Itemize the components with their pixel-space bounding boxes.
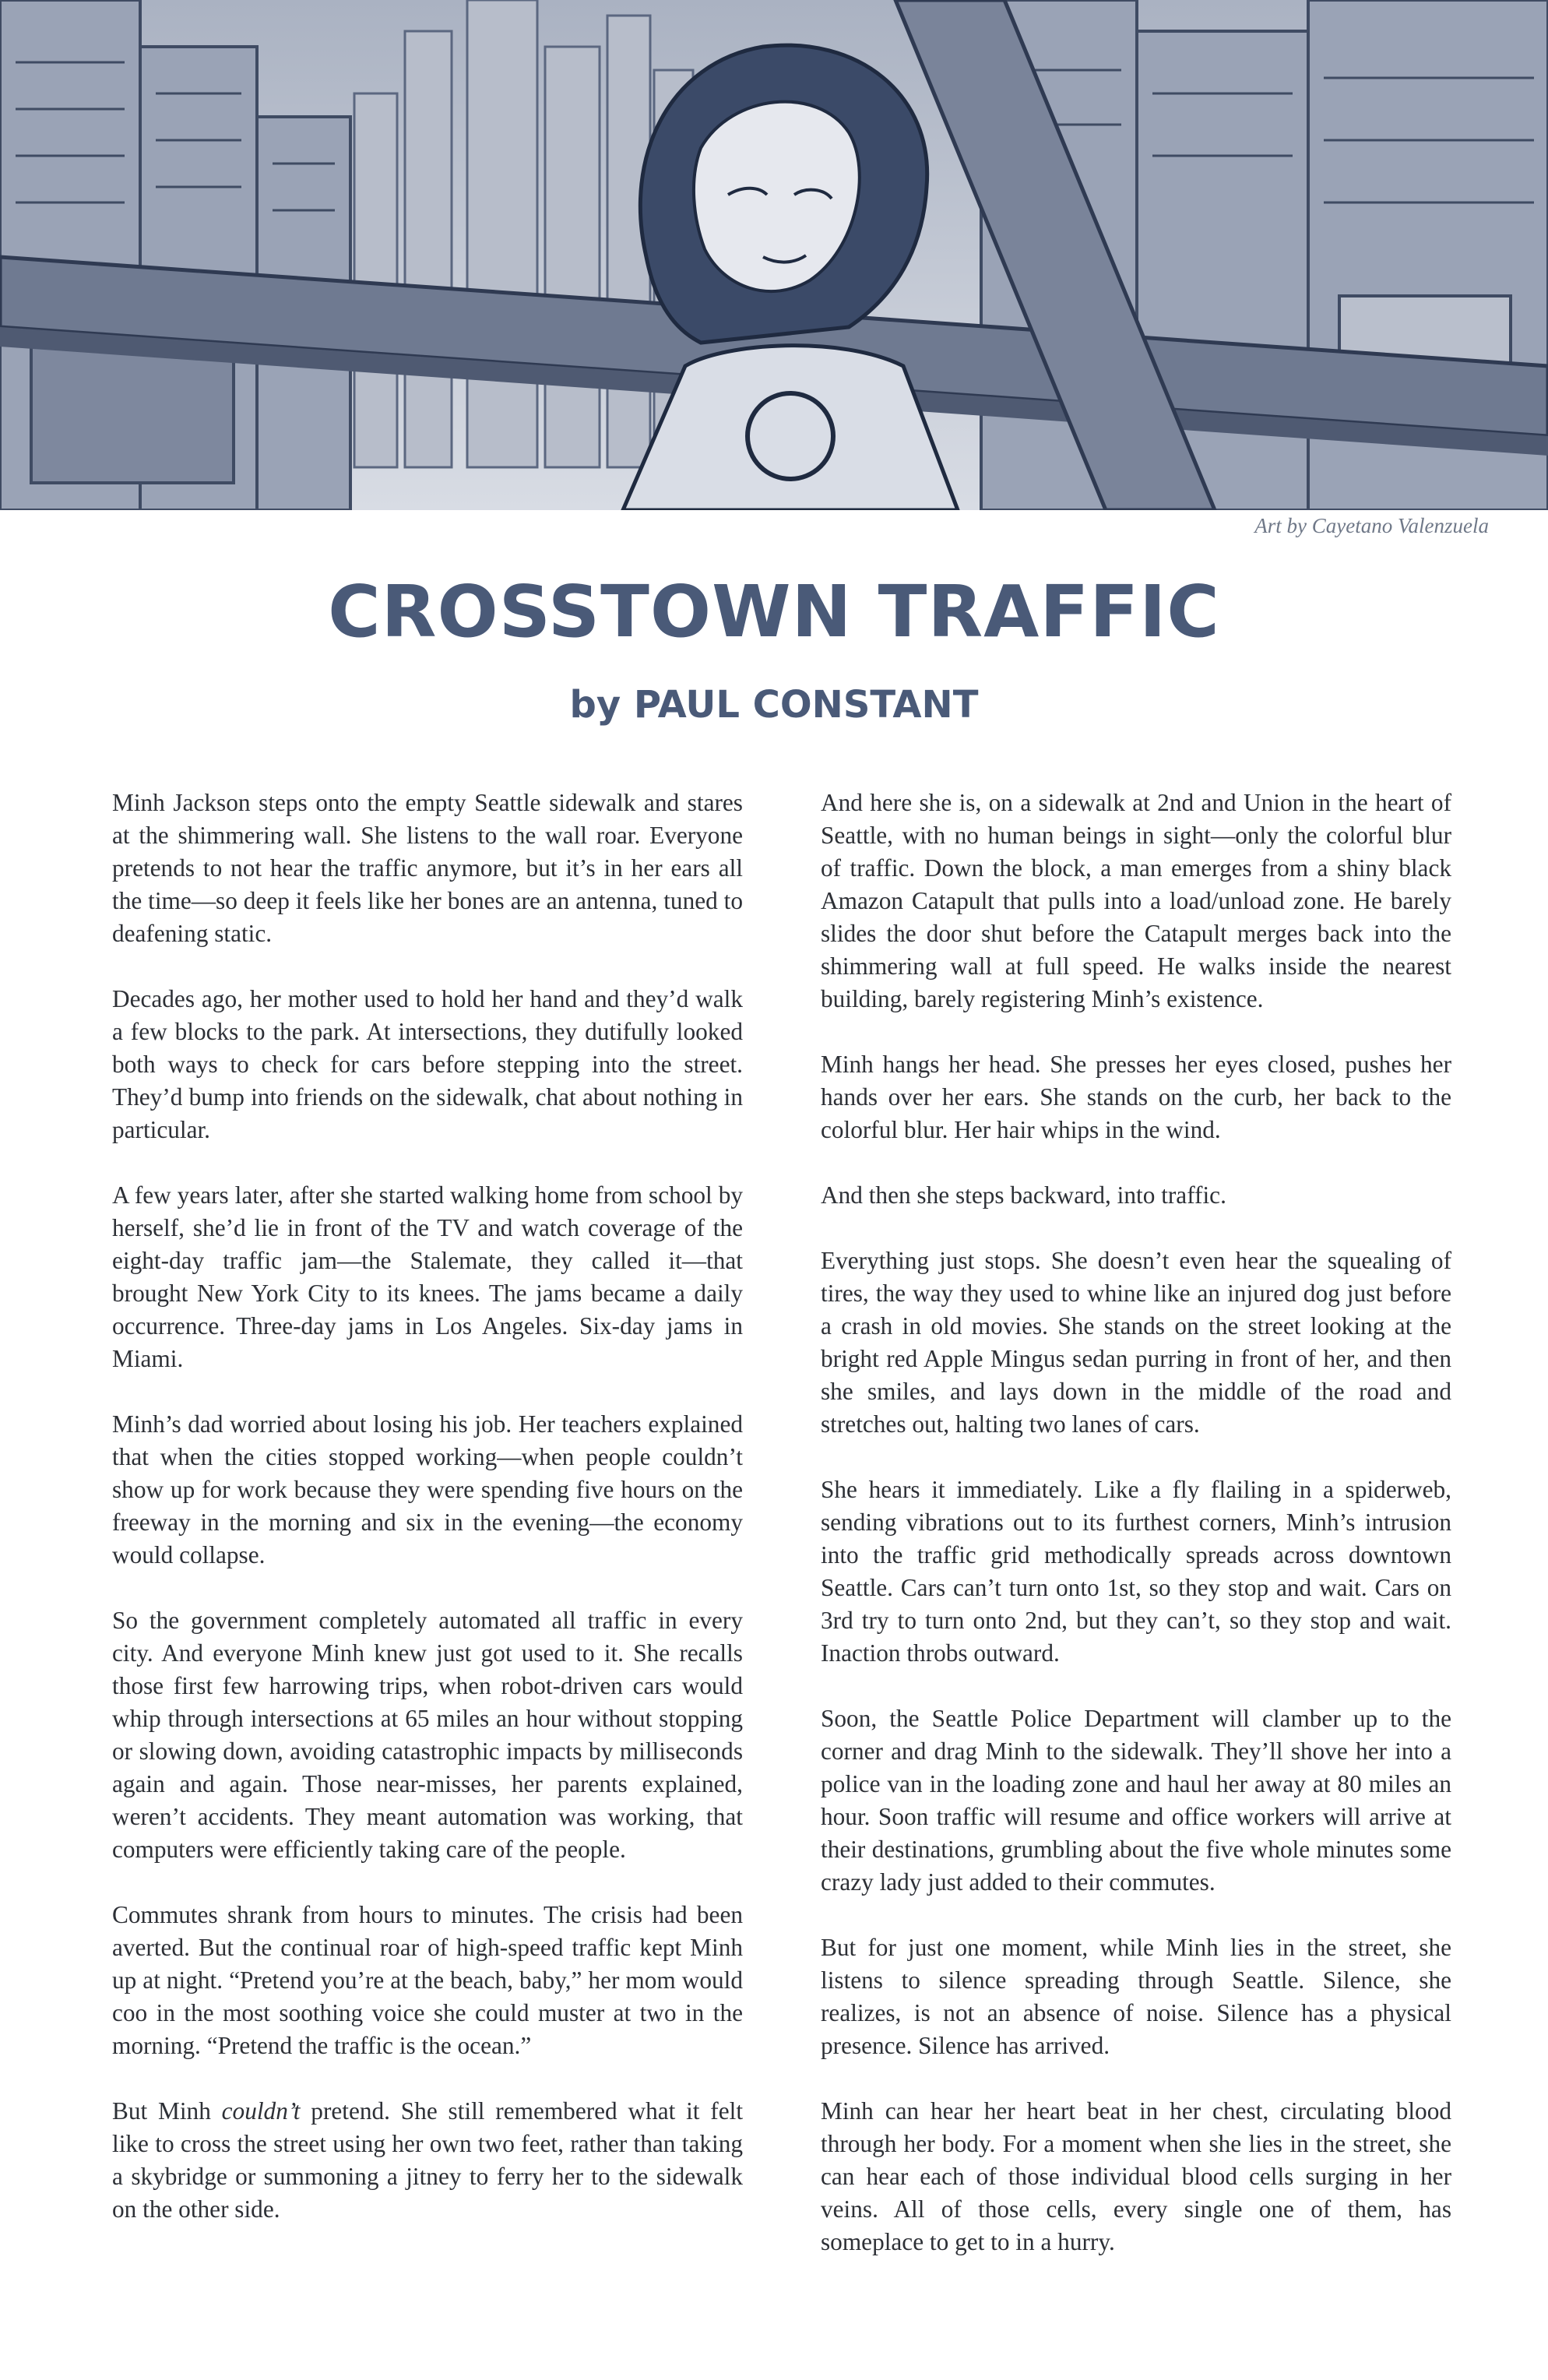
paragraph: Decades ago, her mother used to hold her hand and they’d walk a few blocks to the park. At intersections, they dutifully looked both ways to check for cars before stepping into the street. They’d bump into friends on the sidewalk, chat about nothing in particular. <box>112 985 743 1143</box>
left-column <box>112 787 743 2259</box>
right-column <box>821 787 1451 2291</box>
paragraph: Everything just stops. She doesn’t even hear the squealing of tires, the way they used to whine like an injured dog just before a crash in old movies. She stands on the street looking at the bright red Apple Mingus sedan purring in front of her, and then she smiles, and lays down in the middle of the road and stretches out, halting two lanes of cars. <box>821 1247 1451 1438</box>
paragraph: Soon, the Seattle Police Department will clamber up to the corner and drag Minh to the sidewalk. They’ll shove her into a police van in the loading zone and haul her away at 80 miles an hour. Soon traffic will resume and office workers will arrive at their destinations, grumbling about the five whole minutes some crazy lady just added to their commutes. <box>821 1705 1451 1896</box>
emphasis: couldn’t <box>221 2097 301 2125</box>
paragraph: And then she steps backward, into traffic. <box>821 1181 1226 1209</box>
paragraph: Minh hangs her head. She presses her eyes closed, pushes her hands over her ears. She stands on the curb, her back to the colorful blur. Her hair whips in the wind. <box>821 1051 1451 1143</box>
story-title: CROSSTOWN TRAFFIC <box>328 570 1220 653</box>
paragraph: A few years later, after she started walking home from school by herself, she’d lie in front of the TV and watch coverage of the eight-day traffic jam—the Stalemate, they called it—that brought New York City to its knees. The jams became a daily occurrence. Three-day jams in Los Angeles. Six-day jams in Miami. <box>112 1181 743 1372</box>
art-credit: Art by Cayetano Valenzuela <box>1254 514 1489 537</box>
paragraph: Minh’s dad worried about losing his job. Her teachers explained that when the cities stopped working—when people couldn’t show up for work because they were spending five hours on the freeway in the morning and six in the evening—the economy would collapse. <box>112 1410 743 1568</box>
paragraph-last-left <box>112 2095 743 2226</box>
paragraph: Minh can hear her heart beat in her chest, circulating blood through her body. For a moment when she lies in the street, she can hear each of those individual blood cells surging in her veins. All of those cells, every single one of them, has someplace to get to in a hurry. <box>821 2097 1451 2255</box>
city-illustration <box>0 0 1548 510</box>
text-run: pretend. She still remembered what it felt like to cross the street using her own two feet, rather than taking a skybridge or summoning a jitney to ferry her to the sidewalk on the other side. <box>112 2097 744 2223</box>
paragraph: Commutes shrank from hours to minutes. The crisis had been averted. But the continual roar of high-speed traffic kept Minh up at night. “Pretend you’re at the beach, baby,” her mom would coo in the most soothing voice she could muster at two in the morning. “Pretend the traffic is the ocean.” <box>112 1901 743 2059</box>
author-byline: by PAUL CONSTANT <box>569 683 979 727</box>
paragraph: So the government completely automated all traffic in every city. And everyone Minh knew just got used to it. She recalls those first few harrowing trips, when robot-driven cars would whip through intersections at 65 miles an hour without stopping or slowing down, avoiding catastrophic impacts by milliseconds again and again. Those near-misses, her parents explained, weren’t accidents. They meant automation was working, that computers were efficiently taking care of the people. <box>112 1607 743 1863</box>
paragraph: She hears it immediately. Like a fly flailing in a spiderweb, sending vibrations out to its furthest corners, Minh’s intrusion into the traffic grid methodically spreads across downtown Seattle. Cars can’t turn onto 1st, so they stop and wait. Cars on 3rd try to turn onto 2nd, but they can’t, so they stop and wait. Inaction throbs outward. <box>821 1476 1451 1667</box>
paragraph: Minh Jackson steps onto the empty Seattle sidewalk and stares at the shimmering wall. She listens to the wall roar. Everyone pretends to not hear the traffic anymore, but it’s in her ears all the time—so deep it feels like her bones are an antenna, tuned to deafening static. <box>112 789 743 947</box>
paragraph: And here she is, on a sidewalk at 2nd and Union in the heart of Seattle, with no human beings in sight—only the colorful blur of traffic. Down the block, a man emerges from a shiny black Amazon Catapult that pulls into a load/unload zone. He barely slides the door shut before the Catapult merges back into the shimmering wall at full speed. He walks inside the nearest building, barely registering Minh’s existence. <box>821 789 1451 1012</box>
paragraph: But for just one moment, while Minh lies in the street, she listens to silence spreading through Seattle. Silence, she realizes, is not an absence of noise. Silence has a physical presence. Silence has arrived. <box>821 1934 1451 2059</box>
text-run: But Minh <box>112 2097 222 2125</box>
header-illustration <box>0 0 1548 510</box>
